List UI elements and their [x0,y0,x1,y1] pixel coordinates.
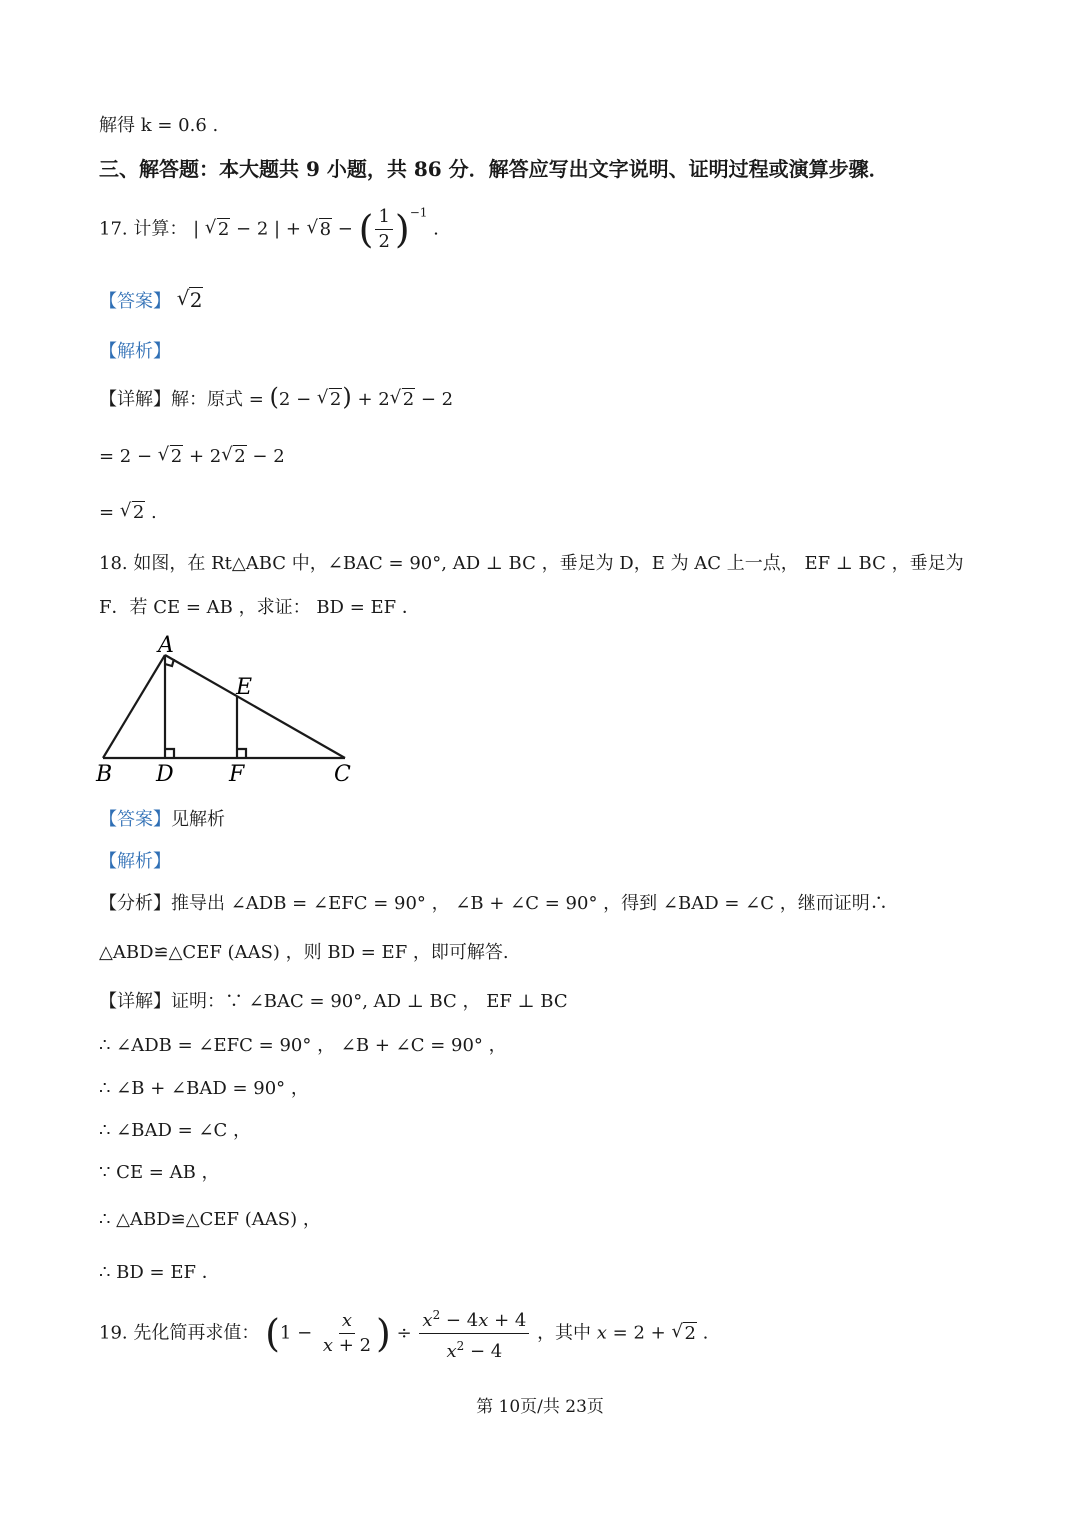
label-C: C [334,762,351,787]
q19-stem: 19. 先化简再求值： (1 − $\frac{x}{x + 2}$ ) ÷ $\frac{x^2 - 4x + 4}{x^2 - 4}$ ，其中 x = 2 + √ 2 . [99,1303,708,1364]
q18-proof-7: ∴ BD = EF ． [99,1262,220,1283]
section-heading: 三、解答题：本大题共 9 小题，共 86 分．解答应写出文字说明、证明过程或演算步骤． [99,157,889,181]
q18-proof-4: ∴ ∠BAD = ∠C ， [99,1120,252,1141]
q17-stem: 17. 计算： | √ 2 − 2 | + √ 8 − ( $\frac{1}{2}$ )$^{-1}$ . [99,205,439,254]
label-D: D [156,762,174,787]
label-F: F [229,762,245,787]
q18-stem-2: F．若 CE = AB ，求证： BD = EF ． [99,597,420,618]
label-A: A [158,633,174,658]
q17-detail-1: 【详解】解：原式 = (2 − √ 2) + 2√ 2 − 2 [99,383,453,411]
q18-stem-1: 18. 如图，在 Rt△ABC 中，∠BAC = 90°, AD ⊥ BC ，垂足为 D，E 为 AC 上一点， EF ⊥ BC ，垂足为 [99,553,964,574]
label-B: B [96,762,113,787]
q18-proof-5: ∵ CE = AB ， [99,1162,220,1183]
q18-proof-3: ∴ ∠B + ∠BAD = 90° ， [99,1078,309,1099]
q18-answer: 【答案】见解析 [99,809,225,830]
q17-answer: 【答案】 √ 2 [99,287,203,313]
q18-proof-6: ∴ △ABD≌△CEF (AAS) ， [99,1209,321,1230]
q18-proof-2: ∴ ∠ADB = ∠EFC = 90° ， ∠B + ∠C = 90° ， [99,1035,507,1056]
q17-detail-2: = 2 − √ 2 + 2√ 2 − 2 [99,446,285,467]
page-footer: 第 10页/共 23页 [476,1397,604,1417]
q18-fenxi-2: △ABD≌△CEF (AAS) ，则 BD = EF ，即可解答. [99,942,509,963]
answer-tag: 【答案】 [99,291,171,312]
q18-proof-1: 【详解】证明：∵ ∠BAC = 90°, AD ⊥ BC ， EF ⊥ BC [99,991,568,1012]
q17-analysis-tag: 【解析】 [99,341,171,362]
triangle-figure [90,630,370,790]
prev-result: 解得 k = 0.6 . [99,115,219,136]
q18-analysis-tag: 【解析】 [99,851,171,872]
q17-detail-3: = √ 2 . [99,502,157,523]
label-E: E [236,675,253,700]
q18-fenxi-1: 【分析】推导出 ∠ADB = ∠EFC = 90° ， ∠B + ∠C = 90° ，得到 ∠BAD = ∠C ，继而证明∴ [99,893,888,914]
